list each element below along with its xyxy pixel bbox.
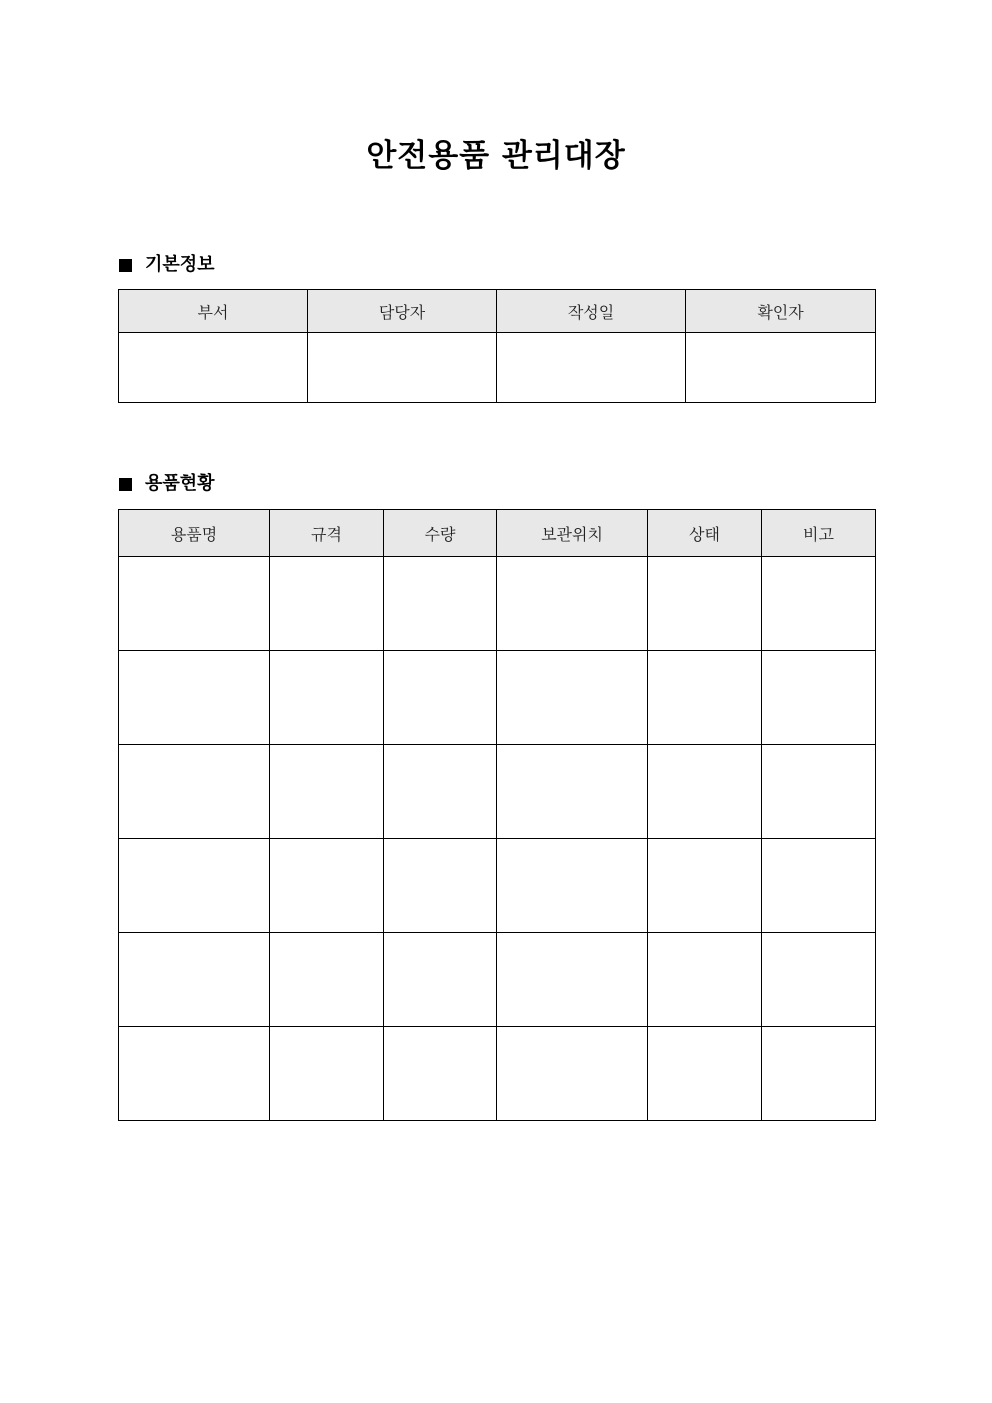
specification-cell[interactable]: [270, 557, 384, 651]
specification-cell[interactable]: [270, 933, 384, 1027]
quantity-cell[interactable]: [384, 839, 497, 933]
column-header-storage-location: 보관위치: [497, 510, 648, 557]
column-header-specification: 규격: [270, 510, 384, 557]
quantity-cell[interactable]: [384, 745, 497, 839]
column-header-date-written: 작성일: [497, 290, 686, 333]
document-title: 안전용품 관리대장: [366, 138, 626, 174]
condition-cell[interactable]: [648, 839, 762, 933]
table-row: [119, 933, 876, 1027]
condition-cell[interactable]: [648, 745, 762, 839]
storage-location-cell[interactable]: [497, 933, 648, 1027]
specification-cell[interactable]: [270, 651, 384, 745]
storage-location-cell[interactable]: [497, 839, 648, 933]
storage-location-cell[interactable]: [497, 557, 648, 651]
department-cell[interactable]: [119, 333, 308, 403]
item-name-cell[interactable]: [119, 933, 270, 1027]
section-heading-basic-info: [119, 253, 215, 277]
section-heading-supplies-status: [119, 472, 215, 496]
item-name-cell[interactable]: [119, 1027, 270, 1121]
item-name-cell[interactable]: [119, 557, 270, 651]
item-name-cell[interactable]: [119, 745, 270, 839]
remarks-cell[interactable]: [762, 651, 876, 745]
table-row: [119, 1027, 876, 1121]
supplies-status-table: [118, 509, 876, 1121]
column-header-item-name: 용품명: [119, 510, 270, 557]
item-name-cell[interactable]: [119, 839, 270, 933]
remarks-cell[interactable]: [762, 1027, 876, 1121]
table-header-row: [119, 510, 876, 557]
column-header-quantity: 수량: [384, 510, 497, 557]
verifier-cell[interactable]: [686, 333, 876, 403]
column-header-condition: 상태: [648, 510, 762, 557]
remarks-cell[interactable]: [762, 557, 876, 651]
square-bullet-icon: [119, 259, 132, 272]
table-row: [119, 651, 876, 745]
remarks-cell[interactable]: [762, 839, 876, 933]
specification-cell[interactable]: [270, 1027, 384, 1121]
column-header-remarks: 비고: [762, 510, 876, 557]
quantity-cell[interactable]: [384, 1027, 497, 1121]
remarks-cell[interactable]: [762, 745, 876, 839]
condition-cell[interactable]: [648, 651, 762, 745]
table-row: [119, 745, 876, 839]
table-row: [119, 557, 876, 651]
quantity-cell[interactable]: [384, 933, 497, 1027]
quantity-cell[interactable]: [384, 651, 497, 745]
storage-location-cell[interactable]: [497, 1027, 648, 1121]
column-header-verifier: 확인자: [686, 290, 876, 333]
table-row: [119, 333, 876, 403]
section-heading-label: 용품현황: [145, 473, 215, 494]
storage-location-cell[interactable]: [497, 745, 648, 839]
section-heading-label: 기본정보: [145, 254, 215, 275]
column-header-department: 부서: [119, 290, 308, 333]
remarks-cell[interactable]: [762, 933, 876, 1027]
square-bullet-icon: [119, 478, 132, 491]
column-header-manager: 담당자: [308, 290, 497, 333]
condition-cell[interactable]: [648, 1027, 762, 1121]
specification-cell[interactable]: [270, 839, 384, 933]
table-header-row: [119, 290, 876, 333]
manager-cell[interactable]: [308, 333, 497, 403]
item-name-cell[interactable]: [119, 651, 270, 745]
quantity-cell[interactable]: [384, 557, 497, 651]
specification-cell[interactable]: [270, 745, 384, 839]
date-written-cell[interactable]: [497, 333, 686, 403]
table-row: [119, 839, 876, 933]
storage-location-cell[interactable]: [497, 651, 648, 745]
condition-cell[interactable]: [648, 557, 762, 651]
condition-cell[interactable]: [648, 933, 762, 1027]
basic-info-table: [118, 289, 876, 403]
